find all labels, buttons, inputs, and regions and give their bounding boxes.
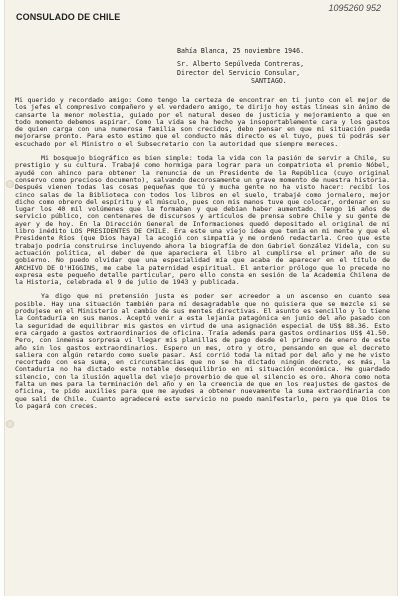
- addressee-position: Director del Servicio Consular,: [177, 68, 301, 77]
- punch-hole: [6, 420, 14, 428]
- dateline: Bahía Blanca, 25 noviembre 1946.: [177, 47, 305, 55]
- letter-body: [15, 97, 390, 417]
- punch-hole: [6, 180, 14, 188]
- letterhead: CONSULADO DE CHILE: [16, 12, 121, 22]
- paragraph-biography: Mi bosquejo biográfico es bien simple: toda la vida con la pasión de servir a Chile, su prestigio y su cultura. Trabajé como hormiga para lograr para un compatriota el premio Nóbel, ayudé con ahinco para obtener la renuncia de un Presidente de la República (cuyo original conservo como precioso documento), salvando decorosamente un grave momento de nuestra historia. Después vienen todas las cosas pequeñas que tú y mucha gente no ha visto hacer: recibí los cinco salas de la Biblioteca con todos los libros en el suelo, trabajé como jornalero, mejor dicho como obrero del espíritu y el músculo, pues con mis manos tuve que colocar, ordenar en su lugar los 40 mil volúmenes que la formaban y que debían haber aumentado. Tengo 16 años de servicio público, con centenares de discursos y artículos de prensa sobre Chile y su gente de ayer y de hoy. En la Dirección General de Informaciones quedó depositado el original de mi libro inédito LOS PRESIDENTES DE CHILE. Era este una viejo idea que tenía en mi mente y que el Presidente Ríos (que Dios haya) la acogió con simpatía y me ordenó redactarla. Creo que este trabajo podría construirse incluyendo ahora la biografía de don Gabriel González Videla, con su actuación política, el deber de que apareciera el libro al cumplirse el primer año de su gobierno. No puedo olvidar que una especialidad mía que acaba de aparecer en el título de ARCHIVO DE O'HIGGINS, me cabe la paternidad espiritual. El anterior prólogo que lo precede no expresa este pequeño detalle particular, pero ello consta en sesión de la Academia Chilena de la Historia, celebrada el 9 de julio de 1943 y publicada.: [15, 154, 390, 287]
- paragraph-request: Ya digo que mi pretensión justa es poder ser acreedor a un ascenso en cuanto sea posible. Hay una situación también para mí desagradable que no quisiera que se mezcle si se produjese en el Ministerio al cambio de sus mentes directivas. El asunto es sencillo y lo tiene la Contaduría en sus manos. Aceptó venir a esta lejanía patagónica en junio del año pasado con la seguridad de equilibrar mis gastos en virtud de una asignación especial de US$ 88.36. Esto era cargado a gastos extraordinarios de oficina. Traía además para gastos ordinarios US$ 41.50. Pero, con inmensa sorpresa vi llegar mis planillas de pago desde el primero de enero de este año sin los gastos extraordinarios. Espero un mes, otro y otro, pensando en que el decreto saliera con algún retardo como suele pasar. Así corrió toda la mitad por del año y me he visto recortado con esa suma, en circunstancias que no se ha dictado ningún decreto, es más, la Contaduría no ha dictado este notable desequilibrio en mi situación económica. He guardado silencio, con la ilusión aquella del viejo proverbio de que el silencio es oro. Ahora como nota falta un mes para la terminación del año y en la creencia de que en los reajustes de gastos de oficina, te pido auxilies para que me ayudes a obtener nuevamente la suma extraordinaria con que salí de Chile. Cuanto agradeceré este servicio no puedo manifestarlo, pero ya que Dios te lo pagará con creces.: [15, 292, 390, 410]
- letter-page: [4, 0, 398, 596]
- addressee-name: Sr. Alberto Sepúlveda Contreras,: [177, 60, 305, 68]
- addressee-city: SANTIAGO.: [251, 77, 287, 86]
- archive-number: 1095260 952: [328, 3, 381, 13]
- addressee-block: [177, 60, 304, 86]
- paragraph-greeting: Mi querido y recordado amigo: Como tengo la certeza de encontrar en ti junto con el mejor de los jefes el compresivo compañero y el verdadero amigo, te dirijo hoy estas líneas sin ánimo de cansarte la menor molestia, guiado por el natural deseo de justicia y mejoramiento a que en todo momento debemos aspirar. Como la vida se ha hecho ya insoportablemente cara y los gastos de quien carga con una numerosa familia son crecidos, debo pensar en que mi situación pueda mejorarse pronto. Para esto estimo que el conducto más directo es el tuyo, pues tú podrás ser escuchado por el Ministro o el Subsecretario con la autoridad que siempre mereces.: [15, 96, 390, 148]
